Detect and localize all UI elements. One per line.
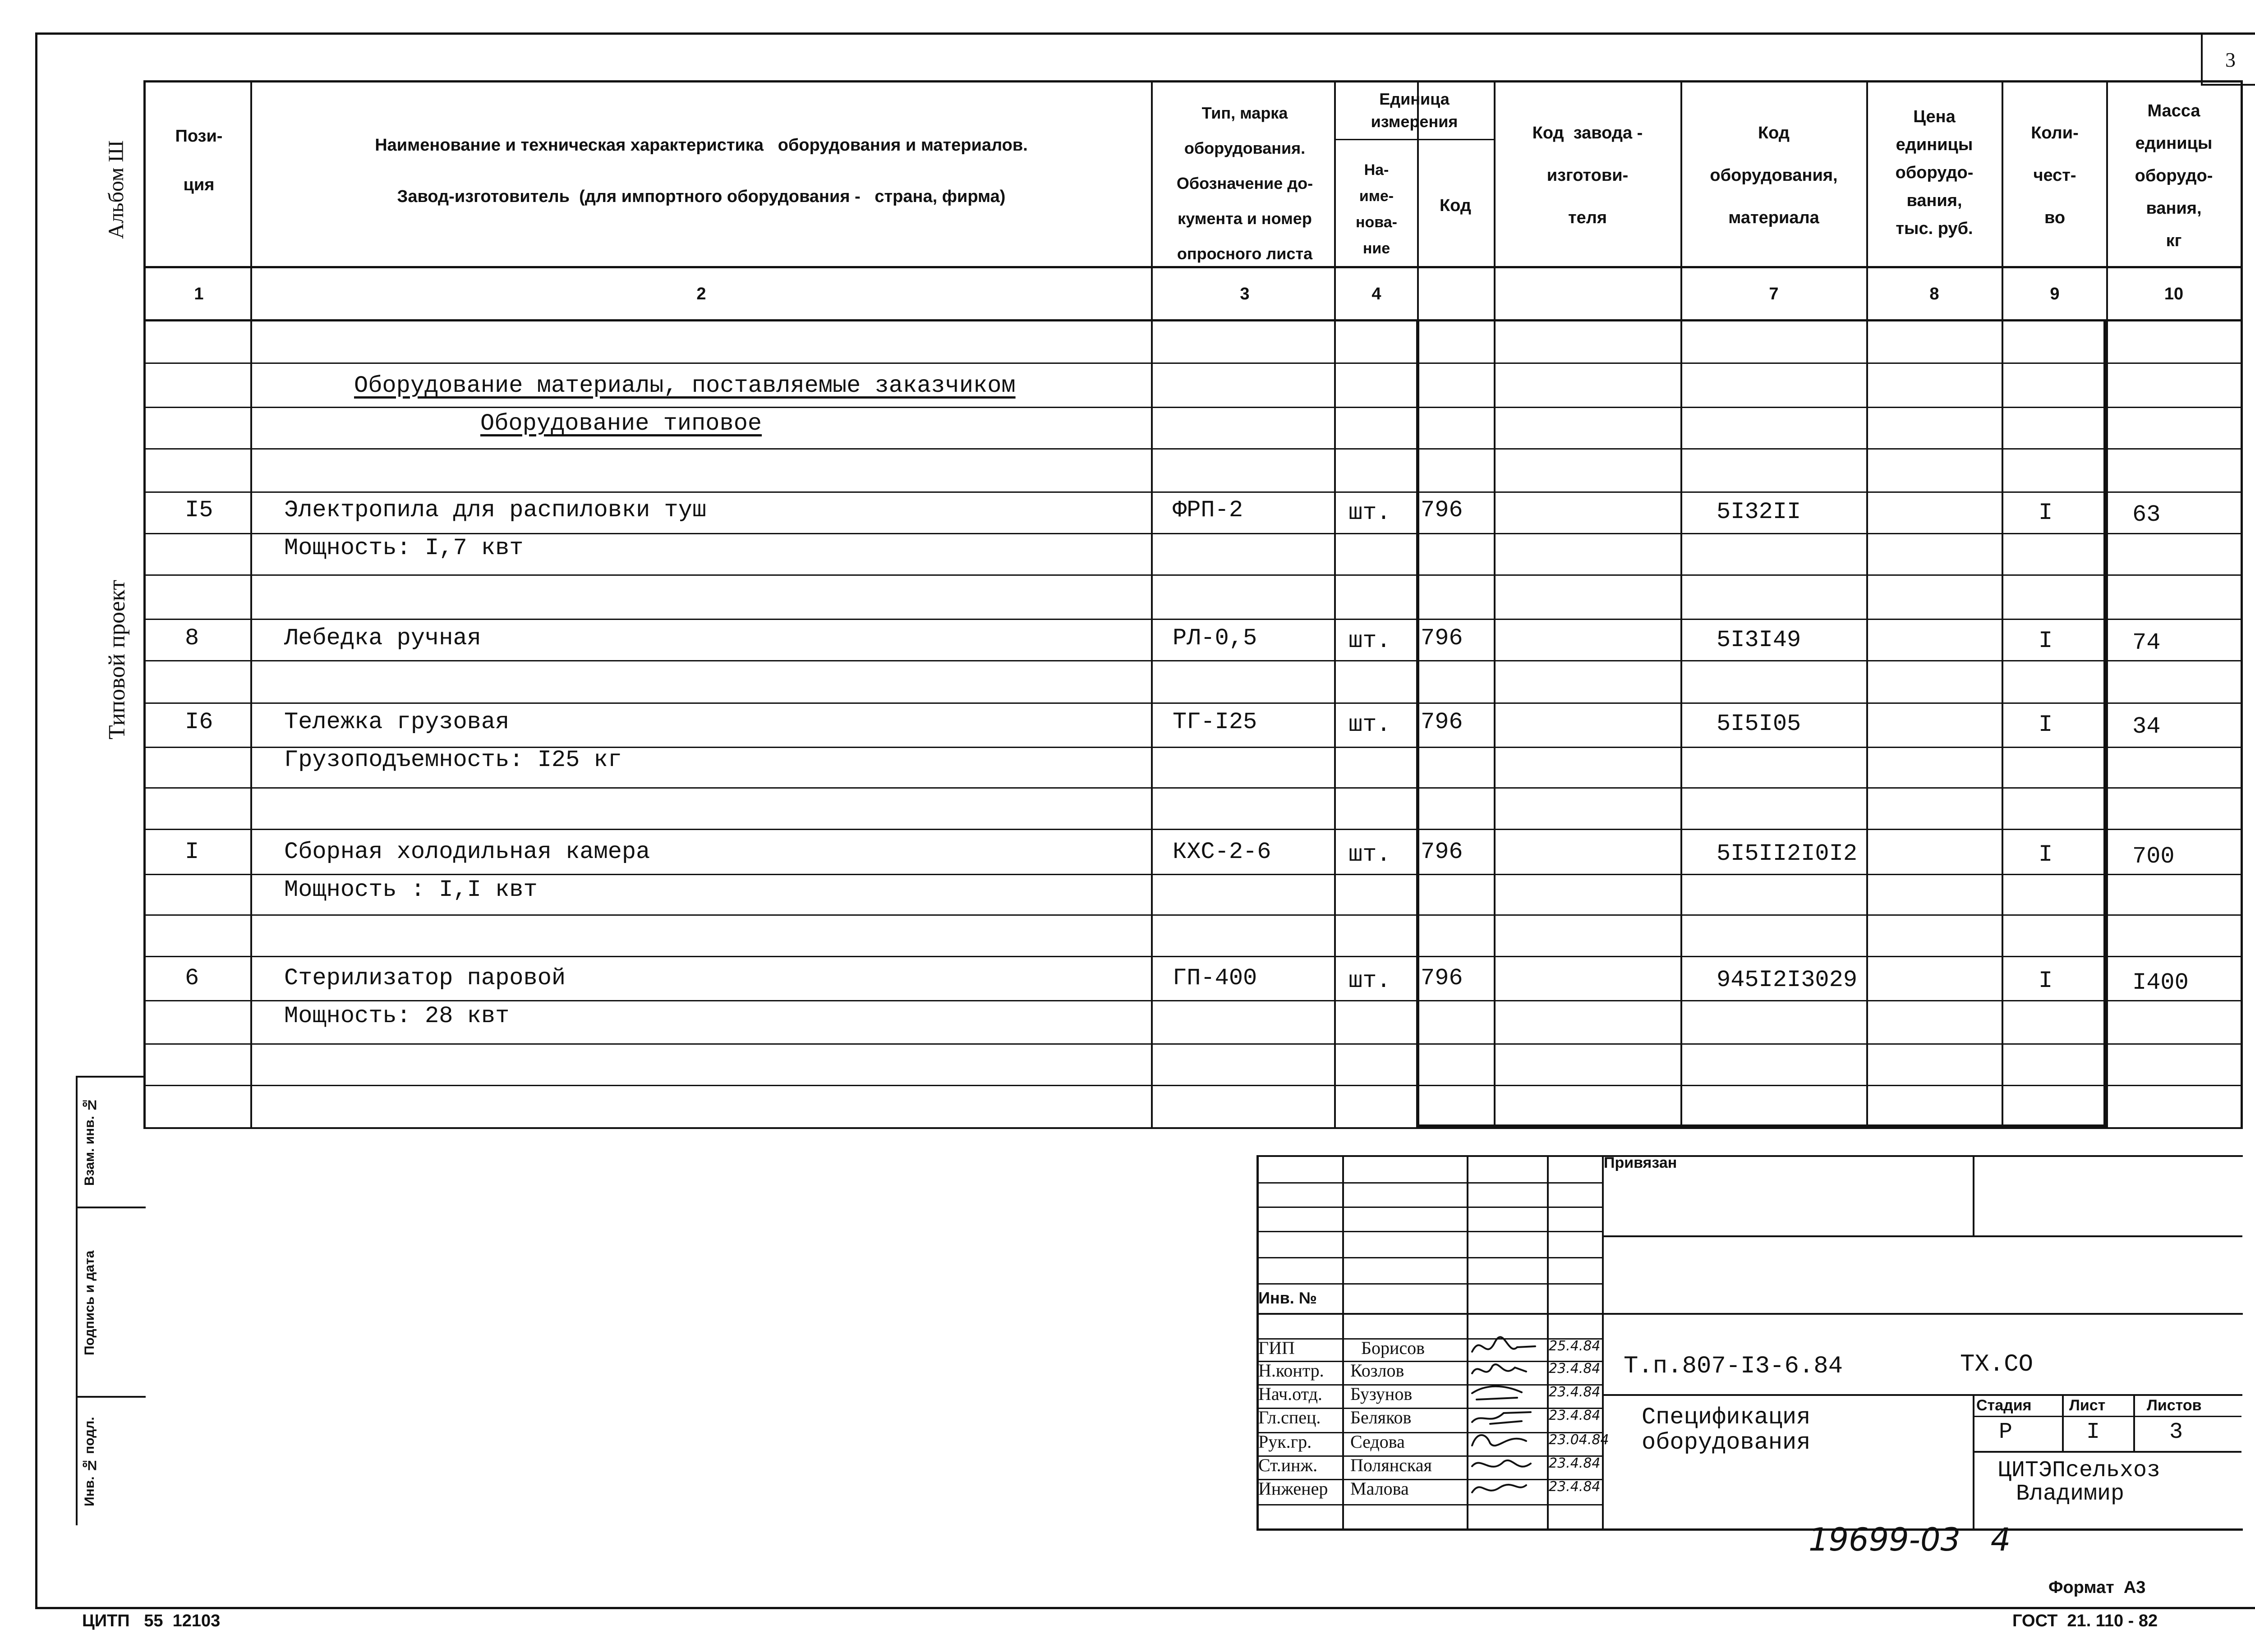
row-type: КХС-2-6 xyxy=(1173,839,1271,865)
stamp-inv-podl: Инв. № подл. xyxy=(82,1417,97,1506)
row-unit: шт. xyxy=(1348,628,1391,654)
row-name: Тележка грузовая xyxy=(284,709,510,735)
colnum-4: 4 xyxy=(1371,285,1381,303)
document-code: Т.п.807-I3-6.84 xyxy=(1624,1353,1843,1380)
row-mass: 74 xyxy=(2132,629,2161,656)
tb-privyazan-col xyxy=(1973,1155,1974,1236)
table-bottom-line xyxy=(143,1127,2243,1129)
footer-left-code: ЦИТП 55 12103 xyxy=(82,1611,221,1630)
signature-date: 23.4.84 xyxy=(1549,1479,1601,1495)
row-line xyxy=(143,660,2243,661)
row-type: РЛ-0,5 xyxy=(1173,625,1257,652)
frame-top xyxy=(35,32,2255,35)
signature-scribble xyxy=(1472,1338,1540,1358)
document-mark: ТХ.СО xyxy=(1960,1351,2034,1378)
colnum-3: 3 xyxy=(1240,285,1250,303)
row-mass: 700 xyxy=(2132,843,2175,870)
row-quantity: I xyxy=(2039,500,2053,526)
row-type: ТГ-I25 xyxy=(1173,709,1257,735)
signature-scribble xyxy=(1472,1432,1540,1452)
header-unit-code: Код xyxy=(1439,196,1472,215)
row-quantity: I xyxy=(2039,968,2053,994)
row-type: ГП-400 xyxy=(1173,965,1257,991)
row-quantity: I xyxy=(2039,628,2053,654)
colnum-10: 10 xyxy=(2164,285,2184,303)
frame-bottom xyxy=(35,1607,2255,1609)
row-detail: Мощность: I,7 квт xyxy=(284,535,524,561)
row-line xyxy=(143,787,2243,789)
row-quantity: I xyxy=(2039,711,2053,738)
header-equipment-code: Код оборудования, материала xyxy=(1710,124,1838,227)
header-factory-code: Код завода - изготови- теля xyxy=(1532,124,1643,227)
signature-name: Беляков xyxy=(1350,1407,1412,1427)
column-divider xyxy=(250,80,252,1128)
row-line xyxy=(143,533,2243,534)
colnum-1: 1 xyxy=(194,285,204,303)
signature-name: Козлов xyxy=(1350,1360,1404,1381)
signature-role: Ст.инж. xyxy=(1258,1455,1318,1475)
tb-stage-col xyxy=(1973,1394,1974,1528)
row-line xyxy=(143,829,2243,830)
row-position: I5 xyxy=(185,497,213,523)
row-line xyxy=(143,1043,2243,1045)
row-unit-code: 796 xyxy=(1421,625,1463,652)
tb-row xyxy=(1256,1231,1602,1232)
header-mass: Масса единицы оборудо- вания, кг xyxy=(2135,101,2213,250)
header-type: Тип, марка оборудования. Обозначение до- кумента и номер опросного листа xyxy=(1176,104,1313,263)
tb-privyazan-split xyxy=(1602,1235,2242,1237)
row-equipment-code: 5I5I05 xyxy=(1717,711,1801,737)
row-detail: Грузоподъемность: I25 кг xyxy=(284,747,622,773)
row-unit-code: 796 xyxy=(1421,965,1463,991)
colnum-bottom-line xyxy=(143,319,2243,321)
inv-no-label: Инв. № xyxy=(1258,1289,1317,1307)
signature-role: Рук.гр. xyxy=(1258,1432,1312,1452)
row-line xyxy=(143,491,2243,493)
row-line xyxy=(143,619,2243,620)
tb-row-major xyxy=(1256,1313,2243,1315)
row-equipment-code: 5I32II xyxy=(1717,499,1801,525)
row-name: Сборная холодильная камера xyxy=(284,839,650,865)
section-title: Оборудование материалы, поставляемые заказчиком xyxy=(354,372,1016,399)
signature-scribble xyxy=(1472,1455,1540,1475)
row-unit: шт. xyxy=(1348,968,1391,994)
row-equipment-code: 945I2I3029 xyxy=(1717,967,1858,993)
row-position: I xyxy=(185,839,199,865)
table-border-top xyxy=(143,80,2243,83)
stage-value: Р xyxy=(1999,1419,2013,1445)
colnum-8: 8 xyxy=(1929,285,1939,303)
signature-name: Седова xyxy=(1350,1432,1405,1452)
signature-role: ГИП xyxy=(1258,1338,1295,1358)
signature-name: Малова xyxy=(1350,1478,1409,1499)
tb-col xyxy=(1602,1155,1604,1528)
row-mass: I400 xyxy=(2132,969,2189,996)
table-border-right xyxy=(2241,80,2243,1128)
row-mass: 34 xyxy=(2132,713,2161,740)
row-position: 6 xyxy=(185,965,199,991)
sheets-value: 3 xyxy=(2169,1419,2183,1445)
tb-sheet-col xyxy=(2062,1394,2064,1452)
row-line xyxy=(143,1085,2243,1086)
signature-role: Гл.спец. xyxy=(1258,1407,1321,1427)
footer-gost: ГОСТ 21. 110 - 82 xyxy=(2012,1611,2158,1630)
row-line xyxy=(143,956,2243,957)
tb-sheets-col xyxy=(2133,1394,2135,1452)
sheet-label: Лист xyxy=(2069,1397,2106,1414)
tb-row xyxy=(1256,1207,1602,1208)
row-type: ФРП-2 xyxy=(1173,497,1243,523)
row-equipment-code: 5I5II2I0I2 xyxy=(1717,840,1858,867)
row-unit-code: 796 xyxy=(1421,709,1463,735)
signature-date: 23.4.84 xyxy=(1549,1408,1601,1423)
row-line xyxy=(143,702,2243,704)
row-quantity: I xyxy=(2039,841,2053,868)
column-divider xyxy=(1151,80,1153,1128)
table-border-left xyxy=(143,80,146,1128)
row-unit-code: 796 xyxy=(1421,497,1463,523)
signature-date: 23.04.84 xyxy=(1549,1432,1609,1448)
signature-name: Полянская xyxy=(1350,1455,1432,1475)
row-line xyxy=(143,1000,2243,1001)
signature-role: Н.контр. xyxy=(1258,1360,1324,1381)
row-name: Лебедка ручная xyxy=(284,625,481,652)
signature-scribble xyxy=(1472,1384,1540,1404)
row-line xyxy=(143,914,2243,916)
row-mass: 63 xyxy=(2132,501,2161,528)
frame-left xyxy=(35,32,37,1609)
header-name: Наименование и техническая характеристика оборудования и материалов. Завод-изготовитель (для импортного оборудования - страна, фирма) xyxy=(375,136,1028,206)
row-unit: шт. xyxy=(1348,500,1391,526)
sig-row-line xyxy=(1256,1504,1602,1505)
stage-label: Стадия xyxy=(1976,1397,2032,1414)
row-unit: шт. xyxy=(1348,711,1391,738)
row-unit-code: 796 xyxy=(1421,839,1463,865)
tb-col xyxy=(1342,1155,1344,1528)
handwritten-number: 19699-03 4 xyxy=(1809,1521,2011,1558)
signature-scribble xyxy=(1472,1479,1540,1499)
unit-header-split xyxy=(1334,139,1494,140)
side-project-label: Типовой проект xyxy=(104,580,130,739)
tb-top xyxy=(1256,1155,2243,1157)
signature-name: Бузунов xyxy=(1350,1384,1413,1404)
format-label: Формат А3 xyxy=(2048,1578,2146,1597)
tb-bottom xyxy=(1256,1528,2243,1531)
row-position: I6 xyxy=(185,709,213,735)
header-position: Пози- ция xyxy=(175,127,223,194)
sheet-value: I xyxy=(2086,1419,2100,1445)
signature-date: 23.4.84 xyxy=(1549,1384,1601,1400)
signature-date: 23.4.84 xyxy=(1549,1455,1601,1471)
signature-scribble xyxy=(1472,1361,1540,1381)
tb-row xyxy=(1256,1283,1602,1285)
colnum-9: 9 xyxy=(2050,285,2060,303)
header-price: Цена единицы оборудо- вания, тыс. руб. xyxy=(1895,107,1974,238)
thick-border-right xyxy=(2103,320,2107,1127)
privyazan-label: Привязан xyxy=(1604,1154,1677,1171)
signature-date: 25.4.84 xyxy=(1549,1338,1601,1354)
row-detail: Мощность: 28 квт xyxy=(284,1003,510,1029)
colnum-2: 2 xyxy=(696,285,706,303)
header-quantity: Коли- чест- во xyxy=(2031,124,2079,227)
tb-row xyxy=(1256,1257,1602,1258)
tb-org-row xyxy=(1973,1451,2241,1453)
sheet-number: 3 xyxy=(2225,48,2236,71)
tb-doc-split xyxy=(1602,1394,2242,1396)
header-unit: Единица измерения xyxy=(1371,90,1458,131)
row-detail: Мощность : I,I квт xyxy=(284,876,538,903)
row-line xyxy=(143,407,2243,408)
section-subtitle: Оборудование типовое xyxy=(480,410,762,437)
thick-border-left xyxy=(1416,320,1419,1127)
tb-row xyxy=(1256,1182,1602,1184)
signature-date: 23.4.84 xyxy=(1549,1361,1601,1377)
signature-role: Инженер xyxy=(1258,1478,1328,1499)
signature-role: Нач.отд. xyxy=(1258,1384,1322,1404)
row-line xyxy=(143,574,2243,576)
row-position: 8 xyxy=(185,625,199,652)
organization: ЦИТЭПсельхоз Владимир xyxy=(1998,1458,2161,1507)
row-name: Стерилизатор паровой xyxy=(284,965,566,991)
row-unit: шт. xyxy=(1348,841,1391,868)
signature-scribble xyxy=(1472,1408,1540,1427)
row-line xyxy=(143,448,2243,450)
tb-col xyxy=(1467,1155,1468,1528)
colnum-7: 7 xyxy=(1769,285,1779,303)
header-unit-name: На- име- нова- ние xyxy=(1356,161,1397,257)
row-equipment-code: 5I3I49 xyxy=(1717,627,1801,653)
document-title: Спецификация оборудования xyxy=(1642,1404,1811,1456)
row-line xyxy=(143,874,2243,875)
row-line xyxy=(143,363,2243,364)
row-name: Электропила для распиловки туш xyxy=(284,497,707,523)
stamp-podpis-data: Подпись и дата xyxy=(82,1250,97,1356)
side-album-label: Альбом Ш xyxy=(104,140,128,239)
signature-name: Борисов xyxy=(1361,1338,1425,1358)
tb-stage-row xyxy=(1973,1416,2241,1417)
stamp-vzam-inv: Взам. инв. № xyxy=(82,1097,97,1186)
sheets-label: Листов xyxy=(2147,1397,2202,1414)
